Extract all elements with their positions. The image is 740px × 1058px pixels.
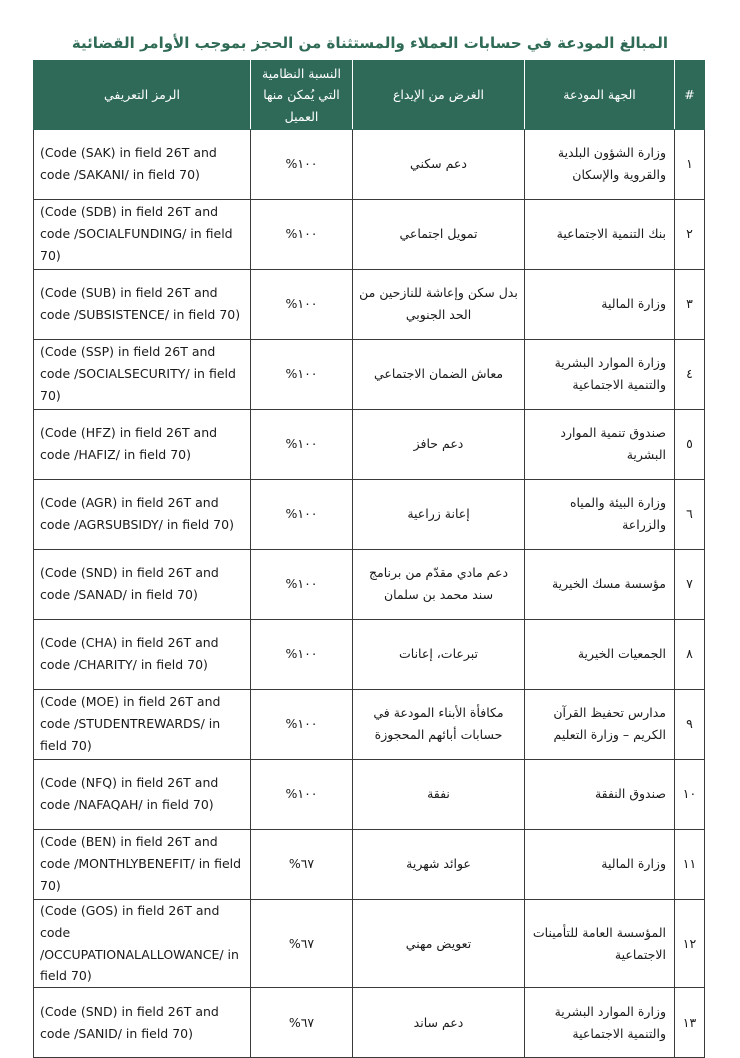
header-entity: الجهة المودعة: [525, 61, 675, 130]
deposit-purpose: بدل سكن وإعاشة للنازحين من الحد الجنوبي: [353, 269, 525, 339]
identifier-code: (Code (SND) in field 26T and code /SANID/ in field 70): [34, 988, 251, 1058]
identifier-code: (Code (AGR) in field 26T and code /AGRSUBSIDY/ in field 70): [34, 479, 251, 549]
allowed-percentage: ١٠٠%: [251, 479, 353, 549]
deposit-purpose: معاش الضمان الاجتماعي: [353, 339, 525, 409]
table-header-row: [34, 61, 705, 130]
row-number: ٢: [675, 199, 705, 269]
table-row: [34, 829, 705, 899]
allowed-percentage: ٦٧%: [251, 899, 353, 988]
allowed-percentage: ١٠٠%: [251, 619, 353, 689]
table-row: [34, 269, 705, 339]
row-number: ٥: [675, 409, 705, 479]
header-code: الرمز التعريفي: [34, 61, 251, 130]
table-row: [34, 619, 705, 689]
depositing-entity: وزارة الشؤون البلدية والقروية والإسكان: [525, 129, 675, 199]
depositing-entity: المؤسسة العامة للتأمينات الاجتماعية: [525, 899, 675, 988]
header-purpose: الغرض من الإيداع: [353, 61, 525, 130]
row-number: ٣: [675, 269, 705, 339]
allowed-percentage: ٦٧%: [251, 829, 353, 899]
identifier-code: (Code (BEN) in field 26T and code /MONTHLYBENEFIT/ in field 70): [34, 829, 251, 899]
table-row: [34, 988, 705, 1058]
row-number: ٧: [675, 549, 705, 619]
allowed-percentage: ١٠٠%: [251, 199, 353, 269]
depositing-entity: مدارس تحفيظ القرآن الكريم – وزارة التعليم: [525, 689, 675, 759]
depositing-entity: الجمعيات الخيرية: [525, 619, 675, 689]
header-num: #: [675, 61, 705, 130]
table-row: [34, 899, 705, 988]
deposit-purpose: مكافأة الأبناء المودعة في حسابات أبائهم المحجوزة: [353, 689, 525, 759]
table-row: [34, 339, 705, 409]
depositing-entity: وزارة المالية: [525, 269, 675, 339]
allowed-percentage: ١٠٠%: [251, 759, 353, 829]
row-number: ١: [675, 129, 705, 199]
row-number: ٨: [675, 619, 705, 689]
deposit-purpose: إعانة زراعية: [353, 479, 525, 549]
deposits-table: [33, 60, 705, 1058]
allowed-percentage: ١٠٠%: [251, 339, 353, 409]
identifier-code: (Code (NFQ) in field 26T and code /NAFAQAH/ in field 70): [34, 759, 251, 829]
deposit-purpose: تمويل اجتماعي: [353, 199, 525, 269]
identifier-code: (Code (GOS) in field 26T and code /OCCUPATIONALALLOWANCE/ in field 70): [34, 899, 251, 988]
allowed-percentage: ٦٧%: [251, 988, 353, 1058]
row-number: ٤: [675, 339, 705, 409]
depositing-entity: وزارة البيئة والمياه والزراعة: [525, 479, 675, 549]
row-number: ١٣: [675, 988, 705, 1058]
table-row: [34, 479, 705, 549]
row-number: ١٢: [675, 899, 705, 988]
depositing-entity: صندوق النفقة: [525, 759, 675, 829]
table-row: [34, 199, 705, 269]
deposit-purpose: دعم مادي مقدّم من برنامج سند محمد بن سلمان: [353, 549, 525, 619]
allowed-percentage: ١٠٠%: [251, 409, 353, 479]
identifier-code: (Code (SDB) in field 26T and code /SOCIALFUNDING/ in field 70): [34, 199, 251, 269]
deposit-purpose: دعم حافز: [353, 409, 525, 479]
deposit-purpose: دعم سكني: [353, 129, 525, 199]
depositing-entity: صندوق تنمية الموارد البشرية: [525, 409, 675, 479]
depositing-entity: وزارة الموارد البشرية والتنمية الاجتماعية: [525, 988, 675, 1058]
deposit-purpose: نفقة: [353, 759, 525, 829]
depositing-entity: وزارة المالية: [525, 829, 675, 899]
depositing-entity: بنك التنمية الاجتماعية: [525, 199, 675, 269]
identifier-code: (Code (CHA) in field 26T and code /CHARITY/ in field 70): [34, 619, 251, 689]
deposit-purpose: عوائد شهرية: [353, 829, 525, 899]
table-row: [34, 759, 705, 829]
identifier-code: (Code (SAK) in field 26T and code /SAKANI/ in field 70): [34, 129, 251, 199]
table-row: [34, 689, 705, 759]
row-number: ١٠: [675, 759, 705, 829]
allowed-percentage: ١٠٠%: [251, 549, 353, 619]
header-pct: النسبة النظامية التي يُمكن منها العميل: [251, 61, 353, 130]
allowed-percentage: ١٠٠%: [251, 129, 353, 199]
depositing-entity: وزارة الموارد البشرية والتنمية الاجتماعية: [525, 339, 675, 409]
table-row: [34, 549, 705, 619]
row-number: ٦: [675, 479, 705, 549]
identifier-code: (Code (SUB) in field 26T and code /SUBSISTENCE/ in field 70): [34, 269, 251, 339]
allowed-percentage: ١٠٠%: [251, 689, 353, 759]
depositing-entity: مؤسسة مسك الخيرية: [525, 549, 675, 619]
identifier-code: (Code (HFZ) in field 26T and code /HAFIZ/ in field 70): [34, 409, 251, 479]
table-row: [34, 129, 705, 199]
identifier-code: (Code (MOE) in field 26T and code /STUDENTREWARDS/ in field 70): [34, 689, 251, 759]
row-number: ٩: [675, 689, 705, 759]
deposit-purpose: تبرعات، إعانات: [353, 619, 525, 689]
identifier-code: (Code (SND) in field 26T and code /SANAD/ in field 70): [34, 549, 251, 619]
deposit-purpose: تعويض مهني: [353, 899, 525, 988]
row-number: ١١: [675, 829, 705, 899]
identifier-code: (Code (SSP) in field 26T and code /SOCIALSECURITY/ in field 70): [34, 339, 251, 409]
deposit-purpose: دعم ساند: [353, 988, 525, 1058]
page-title: المبالغ المودعة في حسابات العملاء والمستثناة من الحجز بموجب الأوامر القضائية: [71, 34, 669, 52]
table-row: [34, 409, 705, 479]
allowed-percentage: ١٠٠%: [251, 269, 353, 339]
